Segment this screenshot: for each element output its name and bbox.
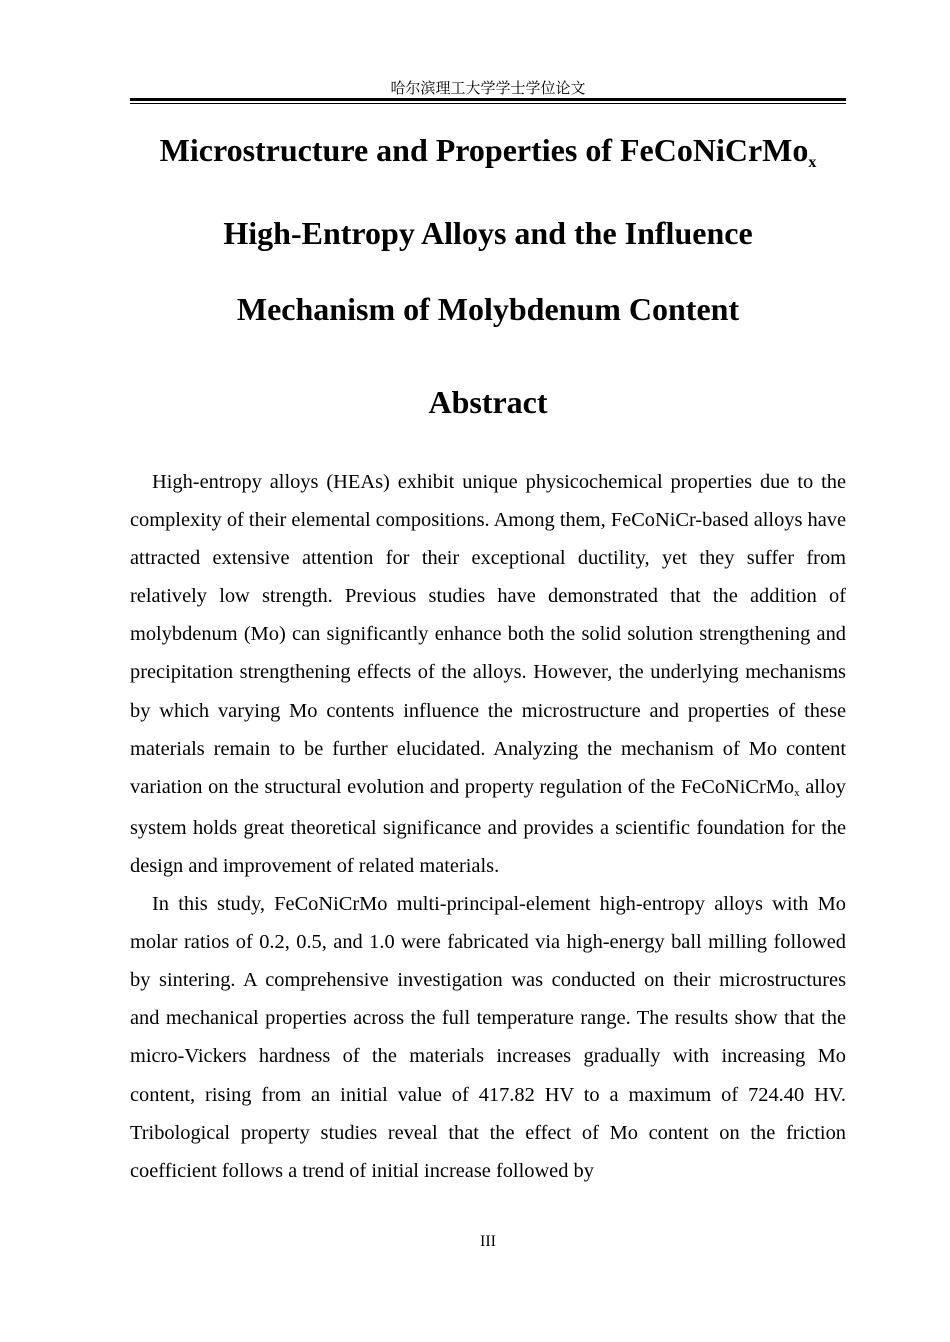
title-line-2: High-Entropy Alloys and the Influence — [223, 215, 753, 251]
abstract-body — [130, 463, 846, 1190]
header-rule-thick — [130, 98, 846, 101]
title-subscript: x — [808, 154, 817, 171]
paragraph-1-subscript: x — [794, 786, 800, 799]
paragraph-1-text-a: High-entropy alloys (HEAs) exhibit unique physicochemical properties due to the complexity of their elemental compositions. Among them, FeCoNiCr-based alloys have attracted extensive attention for their exceptional ductility, yet they suffer from relatively low strength. Previous studies have demonstrated that the addition of molybdenum (Mo) can significantly enhance both the solid solution strengthening and precipitation strengthening effects of the alloys. However, the underlying mechanisms by which varying Mo contents influence the microstructure and properties of these materials remain to be further elucidated. Analyzing the mechanism of Mo content variation on the structural evolution and property regulation of the FeCoNiCrMo — [130, 471, 846, 798]
title-line-3: Mechanism of Molybdenum Content — [236, 291, 740, 327]
page-number: III — [480, 1233, 496, 1250]
title-line-1 — [100, 112, 876, 195]
header-rule-thin — [130, 103, 846, 104]
abstract-paragraph-2: In this study, FeCoNiCrMo multi-principal-element high-entropy alloys with Mo molar ratios of 0.2, 0.5, and 1.0 were fabricated via high-energy ball milling followed by sintering. A comprehensive investigation was conducted on their microstructures and mechanical properties across the full temperature range. The results show that the micro-Vickers hardness of the materials increases gradually with increasing Mo content, rising from an initial value of 417.82 HV to a maximum of 724.40 HV. Tribological property studies reveal that the effect of Mo content on the friction coefficient follows a trend of initial increase followed by — [130, 893, 846, 1182]
paragraph-1-text-b: alloy system holds great theoretical significance and provides a scientific foundation for the design and improvement of related materials. — [130, 775, 846, 877]
thesis-title — [100, 112, 876, 347]
abstract-heading: Abstract — [428, 384, 548, 420]
abstract-paragraph-1 — [130, 463, 846, 885]
running-header: 哈尔滨理工大学学士学位论文 — [390, 79, 586, 97]
title-line-1-text: Microstructure and Properties of FeCoNiCrMo — [159, 132, 809, 168]
